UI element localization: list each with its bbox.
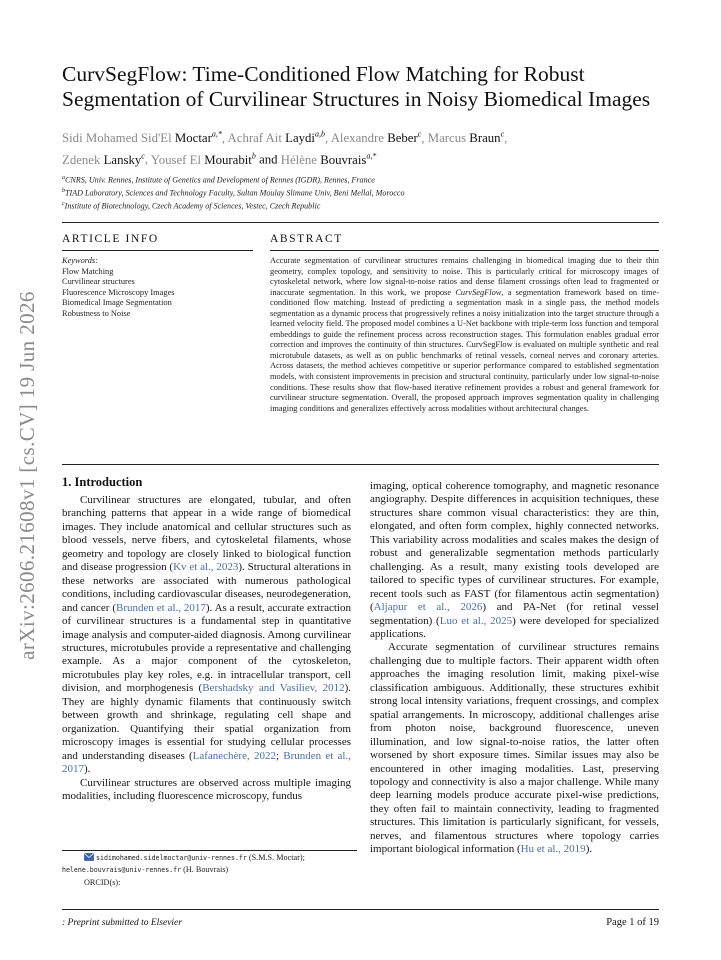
author-given-name: Marcus bbox=[427, 131, 470, 146]
author-affiliation-mark: b bbox=[251, 151, 256, 161]
keyword: Curvilinear structures bbox=[62, 277, 135, 286]
keywords-label: Keywords bbox=[62, 256, 96, 265]
author-surname: Moctar bbox=[174, 131, 212, 146]
citation-link[interactable]: Brunden et al., 2017 bbox=[116, 601, 206, 614]
affiliation-text: TIAD Laboratory, Sciences and Technology Faculty, Sultan Moulay Slimane Univ, Beni Mellal, Morocco bbox=[65, 188, 405, 198]
author-surname: Mourabit bbox=[204, 152, 252, 167]
author-surname: Beber bbox=[387, 131, 418, 146]
author-surname: Lansky bbox=[103, 152, 142, 167]
paragraph-text: ). They are highly dynamic filaments that continuously switch between growth and shrinkage, regulating cell shape and organization. Quantifying their spatial organization from microscopy images is essential for studying cellular processes and understanding diseases ( bbox=[62, 682, 351, 762]
email-owner-bouvrais: (H. Bouvrais) bbox=[183, 865, 229, 875]
author-name bbox=[281, 153, 377, 167]
affiliation-mark: b bbox=[62, 188, 65, 195]
intro-paragraph-3 bbox=[370, 641, 659, 856]
citation-link[interactable]: Bershadsky and Vasiliev, 2012 bbox=[202, 682, 345, 695]
affiliation bbox=[62, 173, 662, 186]
author-given-name: Yousef El bbox=[150, 152, 205, 167]
citation-link[interactable]: Aljapur et al., 2026 bbox=[373, 601, 483, 614]
intro-paragraph-1 bbox=[62, 494, 351, 777]
abstract-text bbox=[270, 256, 659, 414]
author-name bbox=[331, 131, 422, 145]
email-link-bouvrais[interactable]: helene.bouvrais@univ-rennes.fr bbox=[62, 866, 182, 875]
affiliation bbox=[62, 186, 662, 199]
citation-link[interactable]: Lafanechère, 2022 bbox=[192, 749, 276, 762]
citation-link[interactable]: Kv et al., 2023 bbox=[173, 561, 239, 574]
author-name bbox=[62, 131, 222, 145]
author-surname: Bouvrais bbox=[320, 152, 367, 167]
paragraph-text: ) and PA-Net (for retinal vessel segmentation) ( bbox=[370, 601, 659, 627]
author-affiliation-mark: c bbox=[141, 151, 145, 161]
author-affiliation-mark: c bbox=[417, 130, 422, 139]
author-conjunction: and bbox=[259, 152, 278, 167]
header-rule bbox=[62, 222, 659, 223]
footer-rule bbox=[62, 909, 659, 910]
email-link-moctar[interactable]: sidimohamed.sidelmoctar@univ-rennes.fr bbox=[96, 854, 247, 862]
section-heading-introduction: 1. Introduction bbox=[62, 475, 143, 489]
affiliation-list bbox=[62, 173, 662, 213]
author-affiliation-mark: a,* bbox=[211, 130, 222, 139]
affiliation-mark: c bbox=[62, 201, 65, 208]
author-list: Sidi Mohamed Sid'El Moctar$^{a,*}$, Achraf Ait Laydi$^{a,b}$, Alexandre Beber$^c$, Marcus Braun$^c$, Zdenek Lansky$^c$, Yousef El Mourabit$^b$ and Hélène Bouvrais$^{a,*}$ bbox=[62, 130, 508, 167]
arxiv-stamp bbox=[4, 240, 50, 710]
author-affiliation-mark: a,* bbox=[366, 151, 377, 161]
author-given-name: Achraf Ait bbox=[227, 131, 286, 146]
keyword: Biomedical Image Segmentation bbox=[62, 298, 172, 307]
paragraph-text: Accurate segmentation of curvilinear structures remains challenging due to multiple factors. Their apparent width often approaches the imaging resolution limit, making pixel-wise classification ambiguous. Additionally, these structures exhibit strong local intensity variations, frequent crossings, and complex spatial arrangements. In microscopy, additional challenges arise from photon noise, background fluorescence, uneven illumination, and low signal-to-noise ratios, the latter often worsened by short exposure times. Similar issues may also be encountered in other imaging modalities. Last, preserving topology and connectivity is also a major challenge. While many deep learning models produce accurate pixel-wise predictions, they often fail to maintain connectivity, leading to fragmented structures. This limitation is particularly significant, for vessels, nerves, and filamentous structures where topology carries important biological information ( bbox=[370, 641, 659, 856]
author-name bbox=[428, 131, 504, 145]
footnote-rule bbox=[62, 850, 357, 851]
intro-paragraph-2-cont bbox=[370, 480, 659, 641]
footer-page-number: Page 1 of 19 bbox=[606, 917, 659, 928]
author-given-name: Sidi Mohamed Sid'El bbox=[62, 131, 175, 146]
citation-link[interactable]: Luo et al., 2025 bbox=[439, 614, 513, 627]
abstract-heading: ABSTRACT bbox=[270, 233, 343, 245]
keyword: Flow Matching bbox=[62, 266, 114, 276]
paragraph-text: ). As a result, accurate extraction of curvilinear structures is a fundamental step in quantitative image analysis and computer-aided diagnosis. Among curvilinear structures, microtubules provide a representative and challenging example. As a major component of the cytoskeleton, microtubules play key roles, e.g. in intracellular transport, cell division, and morphogenesis ( bbox=[62, 601, 351, 695]
author-affiliation-mark: a,b bbox=[314, 130, 325, 139]
footer-preprint-note: : Preprint submitted to Elsevier bbox=[62, 918, 182, 928]
article-info-heading: ARTICLE INFO bbox=[62, 233, 159, 245]
abstract-method-name: CurvSegFlow bbox=[455, 287, 502, 297]
paragraph-text: ; bbox=[275, 749, 284, 762]
paragraph-text: imaging, optical coherence tomography, and magnetic resonance angiography. Despite differences in acquisition techniques, these structures share common visual characteristics: they are thin, elongated, and often form complex, highly connected networks. This variability across modalities and scales makes the design of robust and generalizable segmentation methods particularly challenging. As a result, many existing tools developed are tailored to specific types of curvilinear structures. For example, recent tools such as FAST (for filamentous actin segmentation) ( bbox=[370, 480, 659, 614]
affiliation-text: CNRS, Univ. Rennes, Institute of Genetics and Development of Rennes (IGDR), Rennes, France bbox=[65, 175, 375, 185]
keyword: Fluorescence Microscopy Images bbox=[62, 287, 175, 297]
intro-paragraph-2-start bbox=[62, 777, 351, 804]
paragraph-text: ). Structural alterations in these networks are associated with numerous pathological conditions, including cardiovascular diseases, neurodegeneration, and cancer ( bbox=[62, 561, 351, 614]
paragraph-text: ). bbox=[585, 843, 593, 856]
citation-link[interactable]: Hu et al., 2019 bbox=[520, 843, 586, 856]
orcid-label: ORCID(s): bbox=[84, 877, 121, 887]
abstract-rule bbox=[270, 250, 659, 251]
keywords-colon: : bbox=[95, 256, 98, 265]
paragraph-text: ) were developed for specialized applications. bbox=[370, 614, 659, 640]
body-column-left bbox=[62, 494, 351, 803]
author-given-name: Hélène bbox=[280, 152, 321, 167]
author-name bbox=[228, 131, 325, 145]
paragraph-text: ). bbox=[84, 763, 91, 776]
email-owner-moctar: (S.M.S. Moctar); bbox=[248, 853, 305, 862]
body-column-right bbox=[370, 480, 659, 857]
arxiv-identifier: arXiv:2606.21608v1 [cs.CV] 19 Jun 2026 bbox=[14, 290, 39, 660]
keyword: Robustness to Noise bbox=[62, 308, 131, 318]
author-given-name: Alexandre bbox=[330, 131, 388, 146]
paper-title: CurvSegFlow: Time-Conditioned Flow Matching for Robust Segmentation of Curvilinear Structures in Noisy Biomedical Images bbox=[62, 62, 651, 111]
corresponding-author-footnote bbox=[62, 852, 357, 888]
email-envelope-icon bbox=[84, 853, 94, 861]
author-surname: Laydi bbox=[285, 131, 315, 146]
author-name bbox=[62, 153, 145, 167]
abstract-part-2: , a segmentation framework based on time-conditioned flow matching. Instead of predicting a segmentation mask in a single pass, the method models segmentation as a dynamic process that progressively refines a noisy initialization into the target structure through a learned velocity field. The proposed model combines a U-Net backbone with triple-term loss function and temporal embeddings to guide the refinement process across reconstruction stages. This formulation enables gradual error correction and improves the continuity of thin structures. CurvSegFlow is evaluated on multiple synthetic and real microtubule datasets, as well as on public benchmarks of retinal vessels, corneal nerves and coronary arteries. Across datasets, the method achieves competitive or superior performance compared to established segmentation models, with consistent improvements in precision and structural continuity, particularly under low signal-to-noise conditions. These results show that flow-based iterative refinement provides a robust and general framework for curvilinear structure segmentation. Overall, the proposed approach improves segmentation quality in challenging imaging conditions and generalizes effectively across modalities without architectural changes. bbox=[270, 287, 659, 413]
article-info-rule bbox=[62, 250, 253, 251]
abstract-part-1: Accurate segmentation of curvilinear structures remains challenging in biomedical imaging due to their thin geometry, complex topology, and sensitivity to noise. This is particularly critical for microscopy images of cytoskeletal network, where low signal-to-noise ratios and dense filament crossings often lead to fragmented or inaccurate segmentation. In this work, we propose bbox=[270, 256, 659, 297]
keywords-list bbox=[62, 267, 252, 320]
paragraph-text: Curvilinear structures are observed across multiple imaging modalities, including fluorescence microscopy, fundus bbox=[62, 776, 351, 802]
affiliation-text: Institute of Biotechnology, Czech Academy of Sciences, Vestec, Czech Republic bbox=[64, 202, 321, 212]
author-surname: Braun bbox=[469, 131, 501, 146]
paragraph-text: Curvilinear structures are elongated, tubular, and often branching patterns that appear in a wide range of biomedical images. They include anatomical and cellular structures such as blood vessels, nerve fibers, and cytoskeletal filaments, whose geometry and topology are closely linked to biological function and disease progression ( bbox=[62, 494, 351, 574]
keywords-block bbox=[62, 256, 252, 319]
affiliation-mark: a bbox=[62, 175, 65, 181]
author-given-name: Zdenek bbox=[62, 152, 104, 167]
abstract-bottom-rule bbox=[62, 464, 659, 465]
citation-link[interactable]: Brunden et al., 2017 bbox=[62, 749, 351, 776]
author-affiliation-mark: c bbox=[500, 130, 505, 139]
author-name bbox=[151, 153, 256, 167]
affiliation bbox=[62, 199, 662, 212]
